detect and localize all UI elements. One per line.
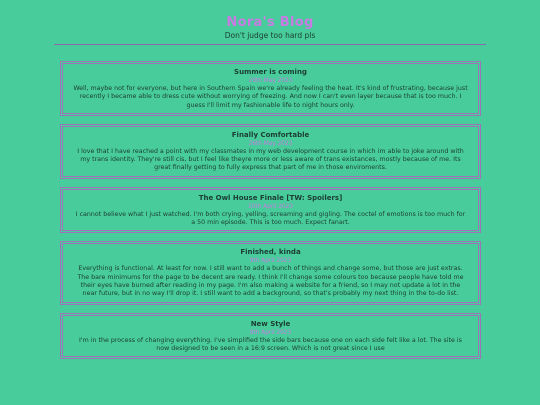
post-date: 8th April 2023 [249,329,292,336]
post-date: 29th May 2023 [248,78,293,84]
blog-header [0,0,540,45]
post-body: I'm in the process of changing everything. I've simplified the side bars because one on each side felt like a lot. The site is now designed to be seen in a 16:9 screen. Which is not great since I use [79,336,462,352]
post-title: Finished, kinda [240,248,301,257]
post-card [60,313,481,360]
post-body: I love that I have reached a point with my classmates in my web development course in which im able to joke around with my trans identity. They're still cis, but I feel like theyre more or less aware of trans existances, mostly because of me. Its great finally getting to fully express that part of me in those enviroments. [77,147,464,172]
post-card [60,124,481,179]
post-title: The Owl House Finale [TW: Spoilers] [198,193,343,202]
post-card [60,241,481,304]
post-date: 10th April 2023 [247,203,293,210]
post-card [60,61,481,116]
header-divider [54,44,486,45]
post-list[interactable] [60,61,481,367]
post-card [60,187,481,234]
post-body: Well, maybe not for everyone, but here in Southern Spain we're already feeling the heat. It's kind of frustrating, because just recently I became able to dress cute without worrying of freezing. And now I can't even layer because that is too much. I guess I'll limit my fashionable life to night hours only. [73,85,468,109]
post-date: 9th April 2023 [249,258,292,265]
post-date: 26th May 2023 [248,140,293,147]
blog-subtitle: Don't judge too hard pls [224,31,316,40]
post-title: Summer is coming [234,68,307,76]
post-body: I cannot believe what I just watched. I'm both crying, yelling, screaming and gigling. The coctel of emotions is too much for a 50 min episode. This is too much. Expect fanart. [75,210,466,227]
blog-title: Nora's Blog [226,15,314,30]
post-title: Finally Comfortable [231,130,310,139]
post-title: New Style [250,319,291,328]
post-body: Everything is functional. At least for now. I still want to add a bunch of things and change some, but those are just extras. The bare minimums for the page to be decent are ready. I think I'll change some colours too because people have told me their eyes have burned after reading in my page. I'm also making a website for a friend, so I may not update a lot in the near future, but in no way I'll drop it. I still want to add a background, so that's probably my next thing in the to-do list. [77,265,464,298]
